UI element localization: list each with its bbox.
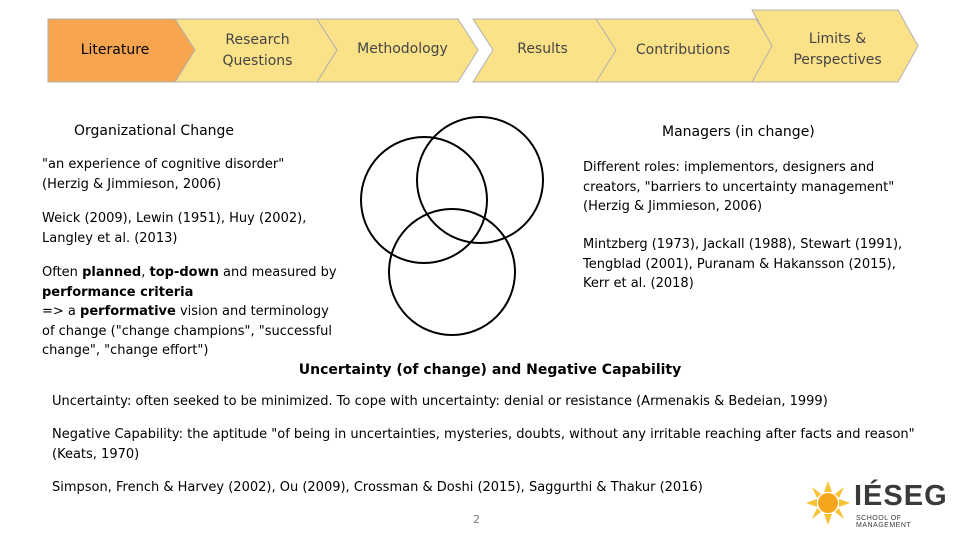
venn-circle-uncertainty <box>389 209 515 335</box>
bottom-paragraph-uncertainty: Uncertainty: often seeked to be minimized. To cope with uncertainty: denial or resistance (Armenakis & Bedeian, 1999) <box>52 394 828 409</box>
p3-planned: planned <box>82 265 142 280</box>
step-literature-label: Literature <box>80 42 150 58</box>
step-results-label: Results <box>517 41 568 57</box>
organizational-change-title: Organizational Change <box>74 123 235 139</box>
venn-circle-managers <box>417 117 543 243</box>
p3-performative: performative <box>80 304 176 319</box>
left-paragraph-2: Weick (2009), Lewin (1951), Huy (2002), Langley et al. (2013) <box>42 211 307 246</box>
p3-e: and measured by <box>218 265 337 280</box>
bottom-paragraph-references: Simpson, French & Harvey (2002), Ou (2009), Crossman & Doshi (2015), Saggurthi & Thakur (2016) <box>52 480 703 495</box>
p3-c: , <box>141 265 150 280</box>
venn-circle-organizational-change <box>361 137 487 263</box>
p3-g: => a <box>42 304 81 319</box>
left-paragraph-3 <box>42 263 340 361</box>
p3-i: vision and terminology of change ("change champions", "successful change", "change effort") <box>42 304 333 358</box>
step-contributions-label: Contributions <box>635 42 731 58</box>
p3-a: Often <box>42 265 83 280</box>
right-paragraph-1: Different roles: implementors, designers and creators, "barriers to uncertainty management" (Herzig & Jimmieson, 2006) <box>583 160 895 214</box>
logo-sun-icon <box>804 478 854 528</box>
logo-subtitle: SCHOOL OF MANAGEMENT <box>856 515 912 529</box>
page-number: 2 <box>473 513 480 526</box>
bottom-paragraph-negative-capability: Negative Capability: the aptitude "of being in uncertainties, mysteries, doubts, without any irritable reaching after facts and reason" (Keats, 1970) <box>52 427 915 462</box>
step-research-questions-label: Research Questions <box>222 32 293 69</box>
ieseg-logo <box>804 478 954 528</box>
step-limits-perspectives-label: Limits & Perspectives <box>793 31 882 68</box>
managers-title: Managers (in change) <box>662 124 815 140</box>
p3-top-down: top-down <box>149 265 219 280</box>
step-methodology-label: Methodology <box>357 41 448 57</box>
p3-performance-criteria: performance criteria <box>42 284 194 300</box>
logo-wordmark: IÉSEG <box>854 480 948 512</box>
left-paragraph-1: "an experience of cognitive disorder" (Herzig & Jimmieson, 2006) <box>42 157 285 192</box>
uncertainty-negative-capability-title: Uncertainty (of change) and Negative Capability <box>298 362 682 378</box>
right-paragraph-2: Mintzberg (1973), Jackall (1988), Stewart (1991), Tengblad (2001), Puranam & Hakansson (2015), Kerr et al. (2018) <box>583 237 903 291</box>
